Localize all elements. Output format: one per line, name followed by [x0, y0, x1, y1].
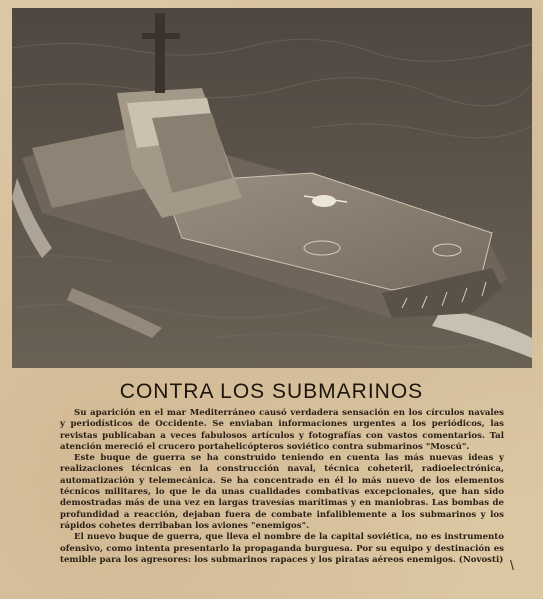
ship-photo: [12, 8, 532, 368]
article-paragraph: Este buque de guerra se ha construido teniendo en cuenta las más nuevas ideas y realizaciones técnicas en la construcción naval, técnica coheteril, radioelectrónica, automatización y telemecánica. Se ha concentrado en él lo más nuevo de los elementos técnicos militares, lo que le da unas cualidades combativas excepcionales, que han sido demostradas más de una vez en largas travesías marítimas y en maniobras. Las bombas de profundidad a reacción, dejaban fuera de combate infaliblemente a los submarinos y los rápidos cohetes derribaban los aviones "enemigos".: [60, 453, 504, 531]
article-body: [60, 408, 504, 566]
article-paragraph: Su aparición en el mar Mediterráneo causó verdadera sensación en los círculos navales y periodísticos de Occidente. Se enviaban informaciones urgentes a los periódicos, las revistas publicaban a veces fabulosos artículos y fotografías con vastos comentarios. Tal atención mereció el crucero portahelicópteros soviético contra submarinos "Moscú".: [60, 408, 504, 452]
margin-mark: \: [510, 557, 514, 573]
article-paragraph: El nuevo buque de guerra, que lleva el nombre de la capital soviética, no es instrumento ofensivo, como intenta presentarlo la propaganda burguesa. Por su equipo y destinación es temible para los agresores: los submarinos rapaces y los piratas aéreos enemigos. (Novosti): [60, 532, 504, 565]
headline: CONTRA LOS SUBMARINOS: [119, 380, 424, 403]
helicopter-carrier-image: [12, 8, 532, 368]
